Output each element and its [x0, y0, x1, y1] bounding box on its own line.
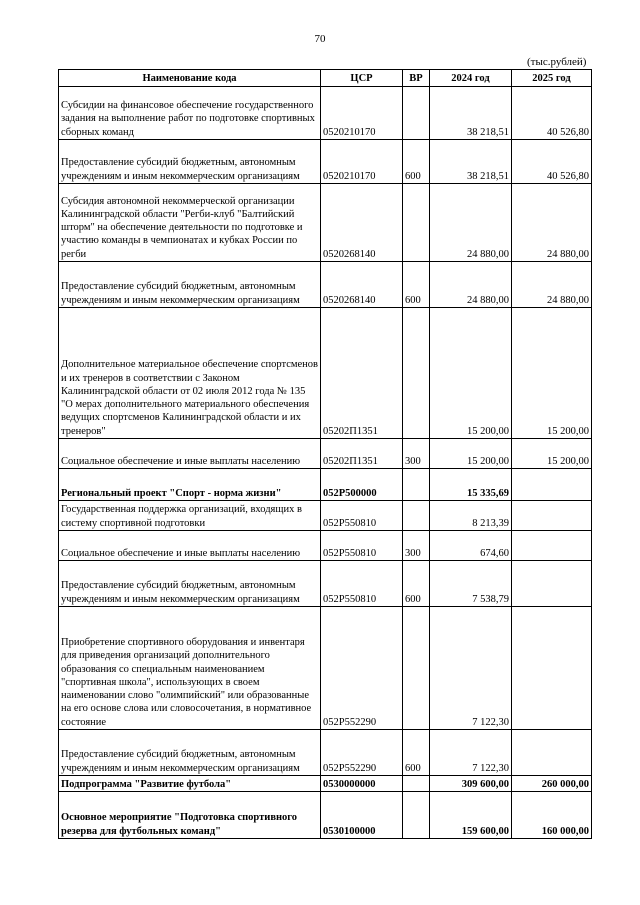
row-csr: 0520210170: [321, 140, 403, 184]
row-csr: 052P552290: [321, 607, 403, 730]
unit-note: (тыс.рублей): [527, 56, 587, 68]
row-name: Предоставление субсидий бюджетным, автономным учреждениям и иным некоммерческим организациям: [59, 262, 321, 308]
row-name: Региональный проект "Спорт - норма жизни": [59, 469, 321, 501]
row-name: Социальное обеспечение и иные выплаты населению: [59, 439, 321, 469]
row-vr: [403, 308, 430, 439]
row-2025: [512, 469, 592, 501]
row-csr: 052P552290: [321, 730, 403, 776]
row-2025: 260 000,00: [512, 776, 592, 792]
page-number: 70: [314, 33, 326, 45]
row-vr: [403, 607, 430, 730]
row-2025: 40 526,80: [512, 87, 592, 140]
row-2025: [512, 531, 592, 561]
table-row: [59, 87, 592, 140]
row-name: Подпрограмма "Развитие футбола": [59, 776, 321, 792]
row-2024: 24 880,00: [430, 262, 512, 308]
row-2024: 24 880,00: [430, 184, 512, 262]
header-2024: 2024 год: [430, 70, 512, 87]
row-2025: 15 200,00: [512, 308, 592, 439]
row-vr: [403, 501, 430, 531]
table-row: [59, 469, 592, 501]
row-2025: 24 880,00: [512, 184, 592, 262]
row-vr: [403, 792, 430, 839]
row-2025: 15 200,00: [512, 439, 592, 469]
row-2024: 7 122,30: [430, 607, 512, 730]
row-vr: [403, 469, 430, 501]
row-csr: 0530000000: [321, 776, 403, 792]
row-2024: 7 538,79: [430, 561, 512, 607]
header-name: Наименование кода: [59, 70, 321, 87]
row-name: Социальное обеспечение и иные выплаты населению: [59, 531, 321, 561]
table-row: [59, 730, 592, 776]
row-name: Субсидия автономной некоммерческой организации Калининградской области "Регби-клуб "Балтийский шторм" на обеспечение деятельности по подготовке и участию команды в чемпионатах и кубках России по регби: [59, 184, 321, 262]
row-name: Основное мероприятие "Подготовка спортивного резерва для футбольных команд": [59, 792, 321, 839]
row-vr: 600: [403, 561, 430, 607]
row-2024: 38 218,51: [430, 87, 512, 140]
table-header-row: [59, 70, 592, 87]
budget-table: [58, 69, 592, 839]
row-csr: 05202П1351: [321, 308, 403, 439]
row-csr: 052P550810: [321, 531, 403, 561]
row-name: Субсидии на финансовое обеспечение государственного задания на выполнение работ по подготовке спортивных сборных команд: [59, 87, 321, 140]
row-2024: 7 122,30: [430, 730, 512, 776]
table-row: [59, 439, 592, 469]
row-2024: 674,60: [430, 531, 512, 561]
row-2024: 159 600,00: [430, 792, 512, 839]
row-vr: [403, 776, 430, 792]
table-row: [59, 531, 592, 561]
table-row: [59, 792, 592, 839]
row-name: Дополнительное материальное обеспечение спортсменов и их тренеров в соответствии с Законом Калининградской области от 02 июля 2012 года № 135 "О мерах дополнительного материального обеспечения ведущих спортсменов Калининградской области и их тренеров": [59, 308, 321, 439]
table-row: [59, 184, 592, 262]
row-2024: 15 200,00: [430, 439, 512, 469]
row-vr: [403, 87, 430, 140]
row-name: Государственная поддержка организаций, входящих в систему спортивной подготовки: [59, 501, 321, 531]
table-row: [59, 262, 592, 308]
row-vr: 600: [403, 730, 430, 776]
row-name: Приобретение спортивного оборудования и инвентаря для приведения организаций дополнительного образования со специальным наименованием "спортивная школа", использующих в своем наименовании слово "олимпийский" или образованные на его основе слова или словосочетания, в нормативное состояние: [59, 607, 321, 730]
row-2025: 40 526,80: [512, 140, 592, 184]
row-csr: 052P550810: [321, 501, 403, 531]
row-2024: 8 213,39: [430, 501, 512, 531]
header-2025: 2025 год: [512, 70, 592, 87]
row-vr: 600: [403, 262, 430, 308]
row-vr: 300: [403, 531, 430, 561]
row-2024: 15 335,69: [430, 469, 512, 501]
row-csr: 0520210170: [321, 87, 403, 140]
row-name: Предоставление субсидий бюджетным, автономным учреждениям и иным некоммерческим организациям: [59, 730, 321, 776]
table-row: [59, 140, 592, 184]
row-vr: 600: [403, 140, 430, 184]
row-csr: 0520268140: [321, 262, 403, 308]
row-vr: 300: [403, 439, 430, 469]
row-csr: 052P550810: [321, 561, 403, 607]
table-row: [59, 501, 592, 531]
row-2025: 160 000,00: [512, 792, 592, 839]
row-vr: [403, 184, 430, 262]
row-csr: 0520268140: [321, 184, 403, 262]
table-row: [59, 607, 592, 730]
header-vr: ВР: [403, 70, 430, 87]
row-2024: 309 600,00: [430, 776, 512, 792]
row-name: Предоставление субсидий бюджетным, автономным учреждениям и иным некоммерческим организациям: [59, 561, 321, 607]
row-2025: [512, 730, 592, 776]
row-2025: [512, 561, 592, 607]
row-2024: 38 218,51: [430, 140, 512, 184]
row-2025: [512, 501, 592, 531]
header-csr: ЦСР: [321, 70, 403, 87]
row-2024: 15 200,00: [430, 308, 512, 439]
row-csr: 0530100000: [321, 792, 403, 839]
row-csr: 052P500000: [321, 469, 403, 501]
row-2025: 24 880,00: [512, 262, 592, 308]
table-row: [59, 561, 592, 607]
row-name: Предоставление субсидий бюджетным, автономным учреждениям и иным некоммерческим организациям: [59, 140, 321, 184]
table-row: [59, 308, 592, 439]
table-row: [59, 776, 592, 792]
row-csr: 05202П1351: [321, 439, 403, 469]
row-2025: [512, 607, 592, 730]
